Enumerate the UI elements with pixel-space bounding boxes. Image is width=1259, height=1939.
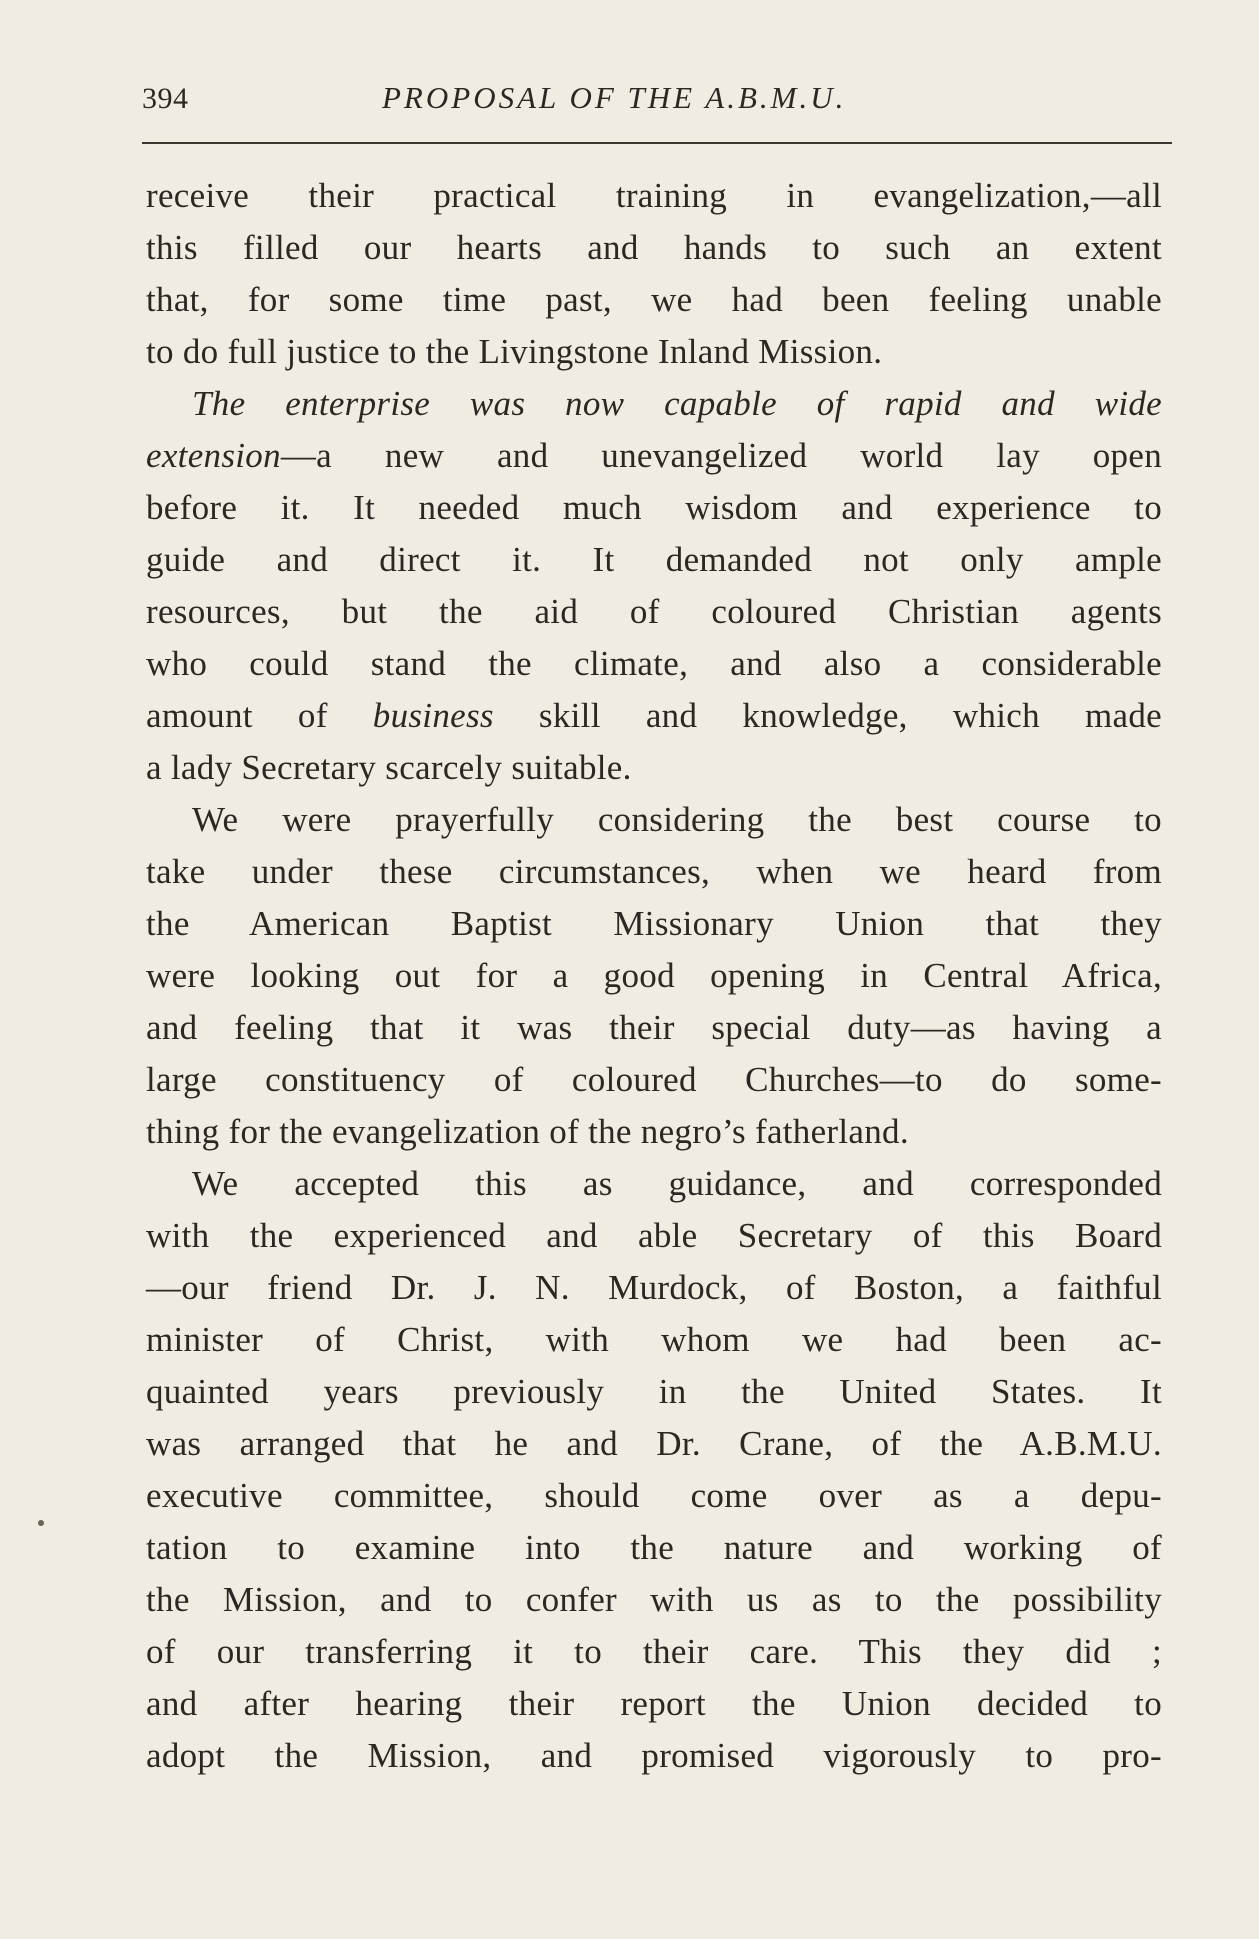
body-text: [146, 170, 1162, 1782]
text-line: the American Baptist Missionary Union that they: [146, 904, 1162, 943]
text-line: adopt the Mission, and promised vigorously to pro-: [146, 1736, 1162, 1775]
header-rule: [142, 142, 1172, 144]
text-line: guide and direct it. It demanded not only ample: [146, 540, 1162, 579]
text-line: this filled our hearts and hands to such an extent: [146, 228, 1162, 267]
text-line: that, for some time past, we had been feeling unable: [146, 280, 1162, 319]
text-line: resources, but the aid of coloured Christian agents: [146, 592, 1162, 631]
text-line: quainted years previously in the United States. It: [146, 1372, 1162, 1411]
text-line: of our transferring it to their care. This they did ;: [146, 1632, 1162, 1671]
text-line: before it. It needed much wisdom and experience to: [146, 488, 1162, 527]
text-line: with the experienced and able Secretary of this Board: [146, 1216, 1162, 1255]
text-segment: —a new and unevangelized world lay open: [280, 436, 1162, 475]
text-line: —our friend Dr. J. N. Murdock, of Boston, a faithful: [146, 1268, 1162, 1307]
text-line: [146, 430, 1162, 482]
text-line: take under these circumstances, when we heard from: [146, 852, 1162, 891]
text-line: to do full justice to the Livingstone Inland Mission.: [146, 332, 883, 371]
text-line: receive their practical training in evangelization,—all: [146, 176, 1162, 215]
text-line: and after hearing their report the Union decided to: [146, 1684, 1162, 1723]
text-segment: skill and knowledge, which made: [493, 696, 1162, 735]
text-line: [146, 378, 1162, 430]
text-segment: amount of: [146, 696, 373, 735]
text-line: thing for the evangelization of the negro’s fatherland.: [146, 1112, 909, 1151]
text-line: large constituency of coloured Churches—to do some-: [146, 1060, 1162, 1099]
text-line: was arranged that he and Dr. Crane, of the A.B.M.U.: [146, 1424, 1162, 1463]
running-head: PROPOSAL OF THE A.B.M.U.: [382, 80, 847, 115]
text-line: [146, 690, 1162, 742]
italic-text: The enterprise was now capable of rapid and wide: [192, 384, 1162, 423]
page-number: 394: [142, 82, 189, 115]
text-line: tation to examine into the nature and working of: [146, 1528, 1162, 1567]
italic-text: extension: [146, 436, 281, 475]
text-line: who could stand the climate, and also a considerable: [146, 644, 1162, 683]
text-line: executive committee, should come over as a depu-: [146, 1476, 1162, 1515]
ink-speck: [38, 1520, 44, 1526]
text-line: the Mission, and to confer with us as to the possibility: [146, 1580, 1162, 1619]
italic-text: business: [372, 696, 494, 735]
text-line: and feeling that it was their special duty—as having a: [146, 1008, 1162, 1047]
text-line: minister of Christ, with whom we had been ac-: [146, 1320, 1162, 1359]
text-line: We accepted this as guidance, and corresponded: [192, 1164, 1162, 1203]
text-line: We were prayerfully considering the best course to: [192, 800, 1162, 839]
text-line: were looking out for a good opening in Central Africa,: [146, 956, 1162, 995]
text-line: a lady Secretary scarcely suitable.: [146, 748, 632, 787]
